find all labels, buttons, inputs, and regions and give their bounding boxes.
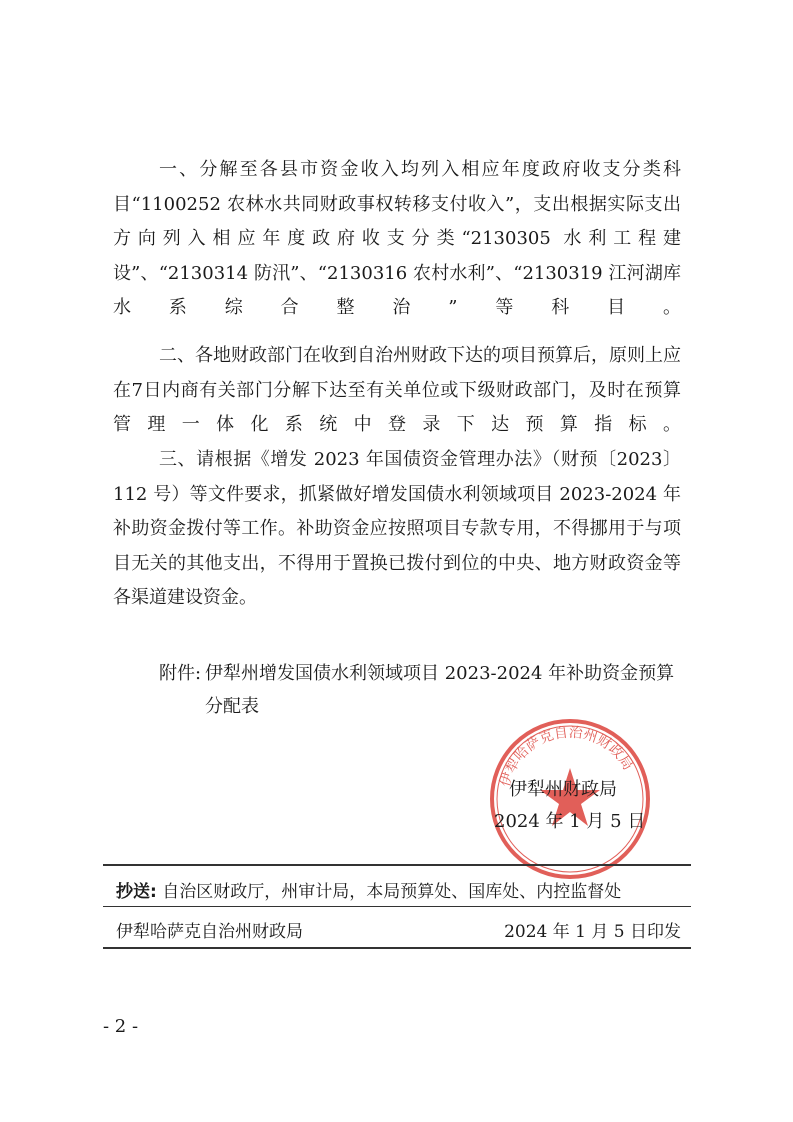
issuing-organization: 伊犁哈萨克自治州财政局 bbox=[116, 922, 303, 942]
body-paragraph-1: 一、分解至各县市资金收入均列入相应年度政府收支分类科目“1100252 农林水共同财政事权转移支付收入”，支出根据实际支出方向列入相应年度政府收支分类“2130305 水利工程建设”、“2130314 防汛”、“2130316 农村水利”、“2130319 江河湖库水系综合整治”等科目。 bbox=[113, 159, 681, 318]
body-paragraph-3: 三、请根据《增发 2023 年国债资金管理办法》（财预〔2023〕112 号）等文件要求，抓紧做好增发国债水利领域项目 2023-2024 年补助资金拨付等工作。补助资金应按照项目专款专用，不得挪用于与项目无关的其他支出，不得用于置换已拨付到位的中央、地方财政资金等各渠道建设资金。 bbox=[113, 449, 681, 608]
body-paragraph-2: 二、各地财政部门在收到自治州财政下达的项目预算后，原则上应在7日内商有关部门分解下达至有关单位或下级财政部门，及时在预算管理一体化系统中登录下达预算指标。 bbox=[113, 345, 681, 435]
signing-date: 2024 年 1 月 5 日 bbox=[494, 811, 646, 832]
cc-label: 抄送: bbox=[116, 882, 157, 902]
attachment-label: 附件: bbox=[159, 663, 202, 684]
seal-text: 伊犁哈萨克自治州财政局 bbox=[497, 724, 636, 789]
footer-rule-middle bbox=[103, 906, 691, 907]
issue-date: 2024 年 1 月 5 日印发 bbox=[504, 922, 681, 942]
cc-recipients: 自治区财政厅，州审计局，本局预算处、国库处、内控监督处 bbox=[162, 882, 622, 902]
attachment-text: 伊犁州增发国债水利领域项目 2023-2024 年补助资金预算分配表 bbox=[205, 663, 675, 717]
footer-rule-top bbox=[103, 864, 691, 866]
footer-rule-bottom bbox=[103, 947, 691, 949]
page-number: - 2 - bbox=[103, 1016, 139, 1037]
cc-line bbox=[116, 877, 621, 902]
signing-organization: 伊犁州财政局 bbox=[509, 779, 617, 800]
